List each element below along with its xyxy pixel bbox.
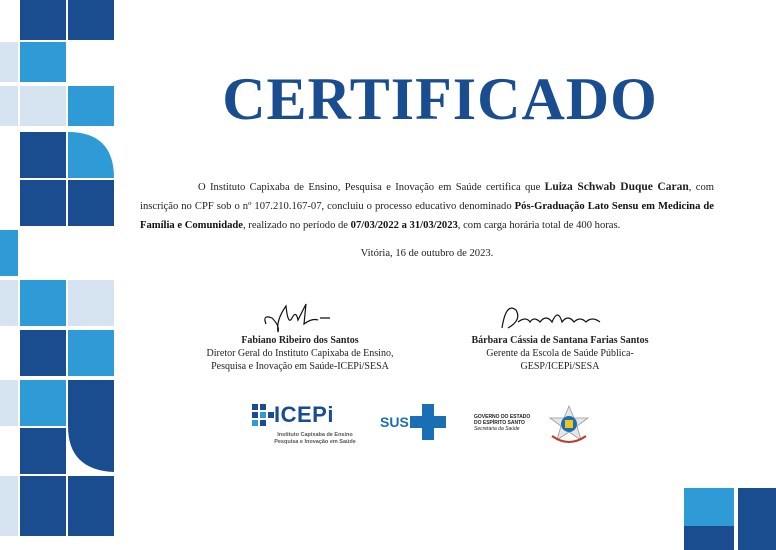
gov-line-3: Secretaria da Saúde (474, 426, 520, 432)
gov-line-1: GOVERNO DO ESTADO (474, 414, 531, 420)
left-decorative-pattern (0, 0, 130, 550)
place-date: Vitória, 16 de outubro de 2023. (360, 248, 494, 259)
body-cpf: , com inscrição no CPF sob o nº 107.210.167-07, concluiu o processo educativo denominado (140, 182, 714, 212)
signer-role-2a: Gerente da Escola de Saúde Pública- (486, 348, 634, 359)
certificate-title: CERTIFICADO (222, 66, 658, 132)
signature-block-1 (180, 334, 420, 373)
body-intro: O Instituto Capixaba de Ensino, Pesquisa e Inovação em Saúde certifica que (198, 182, 541, 193)
signer-name-2: Bárbara Cássia de Santana Farias Santos (471, 335, 649, 346)
icepi-subtitle-1: Instituto Capixaba de Ensino (277, 432, 353, 438)
recipient-name: Luiza Schwab Duque Caran (544, 181, 689, 193)
signature-barbara (496, 298, 606, 338)
icepi-wordmark: ICEPi (274, 402, 334, 427)
signature-block-2 (430, 334, 690, 373)
state-coat-of-arms-icon (546, 404, 592, 448)
icepi-logo (248, 402, 368, 452)
icepi-mark-icon (252, 404, 274, 428)
sus-logo (380, 404, 452, 444)
body-hours: , com carga horária total de 400 horas. (457, 220, 621, 231)
government-logo (474, 404, 594, 448)
signer-role-1a: Diretor Geral do Instituto Capixaba de Ensino, (206, 348, 394, 359)
government-text (474, 414, 544, 432)
gov-line-2: DO ESPÍRITO SANTO (474, 420, 525, 426)
signature-fabiano (258, 296, 338, 336)
icepi-subtitle-2: Pesquisa e Inovação em Saúde (274, 439, 356, 445)
signer-name-1: Fabiano Ribeiro dos Santos (241, 335, 359, 346)
signer-role-2b: GESP/ICEPi/SESA (520, 361, 600, 372)
icepi-subtitle (260, 432, 370, 446)
signer-role-1b: Pesquisa e Inovação em Saúde-ICEPi/SESA (211, 361, 389, 372)
corner-decoration (684, 488, 776, 550)
course-name: Pós-Graduação Lato Sensu em Medicina de Família e Comunidade (140, 201, 714, 231)
certificate-body (140, 178, 714, 235)
body-period-intro: , realizado no período de (243, 220, 349, 231)
sus-wordmark: SUS (380, 414, 409, 430)
sus-cross-icon (410, 404, 446, 440)
course-period: 07/03/2022 a 31/03/2023 (350, 220, 458, 231)
